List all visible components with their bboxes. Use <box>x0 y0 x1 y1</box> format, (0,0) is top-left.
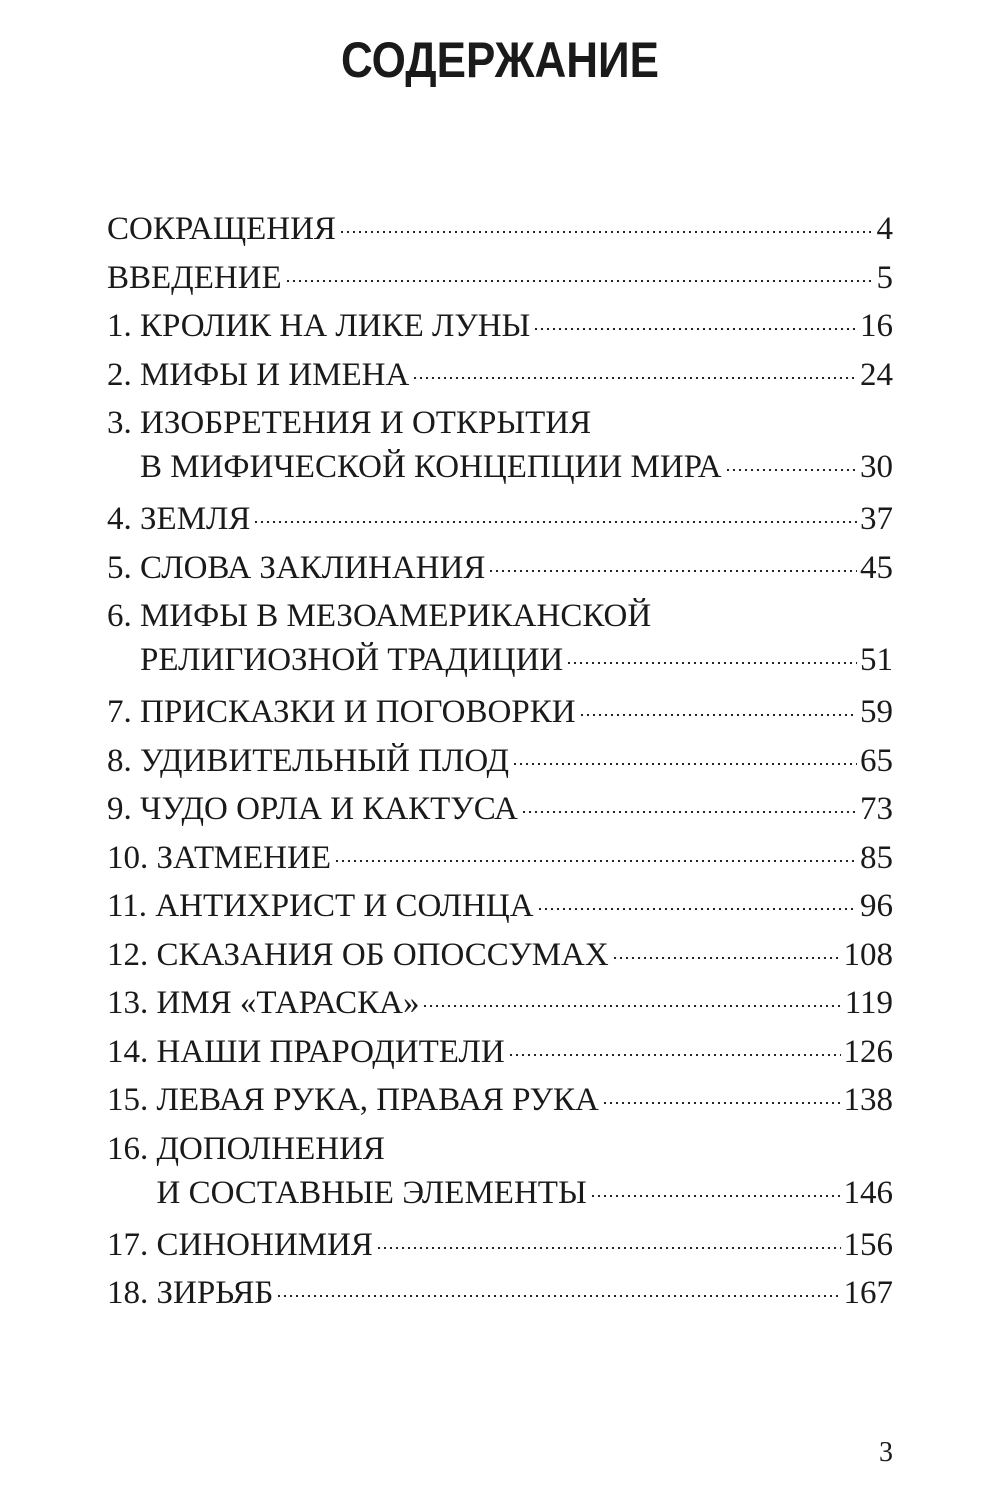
dot-leader <box>512 763 857 765</box>
dot-leader <box>285 280 874 282</box>
page-number: 3 <box>879 1437 893 1468</box>
dot-leader <box>412 377 857 379</box>
toc-entry-leader-line <box>107 445 893 489</box>
toc-entry[interactable] <box>107 1271 893 1315</box>
toc-entry-number: 11. <box>107 888 156 924</box>
toc-entry[interactable] <box>107 497 893 541</box>
toc-entry-title: КРОЛИК НА ЛИКЕ ЛУНЫ <box>140 308 531 344</box>
toc-entry-leader-line <box>107 1078 893 1122</box>
toc-entry[interactable] <box>107 1030 893 1074</box>
toc-entry-page: 138 <box>843 1082 893 1118</box>
toc-entry-title: РЕЛИГИОЗНОЙ ТРАДИЦИИ <box>140 642 564 678</box>
dot-leader <box>334 860 857 862</box>
toc-entry-leader-line <box>107 1223 893 1267</box>
toc-entry-page: 146 <box>843 1174 893 1211</box>
toc-entry[interactable] <box>107 546 893 590</box>
toc-entry[interactable] <box>107 304 893 348</box>
dot-leader <box>590 1195 841 1197</box>
toc-entry-number: 9. <box>107 791 140 827</box>
toc-entry-number: 10. <box>107 839 157 876</box>
toc-entry-title: МИФЫ И ИМЕНА <box>140 356 410 393</box>
page-title: СОДЕРЖАНИЕ <box>340 32 660 88</box>
toc-entry-leader-line <box>107 933 893 977</box>
toc-entry[interactable] <box>107 207 893 251</box>
toc-entry-number: 16. <box>107 1130 157 1167</box>
toc-entry-number: 3. <box>107 405 140 441</box>
toc-entry-page: 51 <box>860 642 893 678</box>
toc-entry-leader <box>140 546 860 590</box>
toc-entry-leader-line <box>107 497 893 541</box>
toc-entry-title: СОКРАЩЕНИЯ <box>107 211 336 247</box>
toc-entry-title: ПРИСКАЗКИ И ПОГОВОРКИ <box>140 694 576 730</box>
toc-entry-leader <box>140 787 860 831</box>
toc-entry-leader <box>157 933 844 977</box>
toc-entry[interactable] <box>107 1223 893 1267</box>
toc-entry-page: 108 <box>843 936 893 973</box>
toc-entry-leader-line <box>107 256 893 300</box>
toc-entry-leader <box>107 256 877 300</box>
toc-entry-number: 1. <box>107 308 140 344</box>
toc-entry-page: 167 <box>843 1275 893 1311</box>
toc-entry-page: 59 <box>860 694 893 730</box>
toc-entry-leader <box>140 304 860 348</box>
toc-entry-leader-line <box>107 1030 893 1074</box>
toc-entry-leader-line <box>107 739 893 783</box>
table-of-contents <box>107 207 893 1320</box>
toc-entry-title: ЧУДО ОРЛА И КАКТУСА <box>140 791 518 827</box>
toc-entry-leader-line <box>107 546 893 590</box>
toc-entry-title: ЗАТМЕНИЕ <box>156 839 332 876</box>
toc-entry-number: 2. <box>107 356 140 393</box>
toc-entry-leader <box>157 981 845 1025</box>
dot-leader <box>488 570 857 572</box>
toc-entry-page: 119 <box>844 985 893 1021</box>
toc-entry[interactable] <box>107 594 893 682</box>
toc-entry[interactable] <box>107 690 893 734</box>
dot-leader <box>537 908 857 910</box>
toc-entry-page: 96 <box>860 888 893 924</box>
toc-entry-leader-line <box>107 638 893 682</box>
toc-entry-number: 4. <box>107 501 140 537</box>
toc-entry-number: 5. <box>107 549 140 586</box>
toc-entry[interactable] <box>107 256 893 300</box>
toc-entry-title: ВВЕДЕНИЕ <box>107 259 282 296</box>
toc-entry-heading-line <box>107 1127 893 1171</box>
toc-entry-number: 8. <box>107 742 140 779</box>
toc-entry-page: 156 <box>843 1226 893 1263</box>
dot-leader <box>566 662 857 664</box>
toc-entry-leader-line <box>107 836 893 880</box>
dot-leader <box>725 469 857 471</box>
toc-entry-title: В МИФИЧЕСКОЙ КОНЦЕПЦИИ МИРА <box>140 449 722 485</box>
toc-entry-leader <box>157 1030 844 1074</box>
toc-entry[interactable] <box>107 933 893 977</box>
toc-entry-leader-line <box>107 207 893 251</box>
toc-entry-number: 17. <box>107 1226 157 1263</box>
toc-entry-title: ЗИРЬЯБ <box>156 1275 274 1311</box>
toc-entry-number: 6. <box>107 598 140 634</box>
dot-leader <box>376 1247 841 1249</box>
toc-entry-leader-line <box>107 353 893 397</box>
dot-leader <box>602 1102 841 1104</box>
toc-entry-leader-line <box>107 884 893 928</box>
toc-entry-page: 37 <box>860 501 893 537</box>
toc-entry-title: ДОПОЛНЕНИЯ <box>156 1130 385 1167</box>
toc-entry-leader <box>107 207 877 251</box>
toc-entry-number: 13. <box>107 985 157 1021</box>
toc-entry-page: 73 <box>860 791 893 827</box>
dot-leader <box>253 521 857 523</box>
toc-entry-number: 7. <box>107 694 140 730</box>
toc-entry-number: 15. <box>107 1082 157 1118</box>
toc-entry-leader <box>140 638 860 682</box>
toc-entry-page: 126 <box>843 1033 893 1070</box>
dot-leader <box>612 957 841 959</box>
dot-leader <box>508 1054 841 1056</box>
toc-entry-title: И СОСТАВНЫЕ ЭЛЕМЕНТЫ <box>156 1174 587 1211</box>
toc-entry-leader <box>140 739 860 783</box>
toc-entry-title: НАШИ ПРАРОДИТЕЛИ <box>156 1033 505 1070</box>
toc-entry-leader <box>140 353 860 397</box>
toc-entry-title: АНТИХРИСТ И СОЛНЦА <box>155 888 534 924</box>
toc-entry-leader <box>140 445 860 489</box>
toc-entry[interactable] <box>107 401 893 489</box>
toc-entry-title: СИНОНИМИЯ <box>156 1226 373 1263</box>
toc-entry-title: ИЗОБРЕТЕНИЯ И ОТКРЫТИЯ <box>140 405 592 441</box>
toc-entry-heading-line <box>107 594 893 638</box>
toc-entry[interactable] <box>107 836 893 880</box>
toc-entry-leader <box>157 1078 844 1122</box>
dot-leader <box>276 1295 840 1297</box>
toc-entry-leader <box>157 1271 844 1315</box>
toc-entry-leader <box>140 690 860 734</box>
toc-entry-title: СЛОВА ЗАКЛИНАНИЯ <box>140 549 486 586</box>
toc-entry[interactable] <box>107 981 893 1025</box>
toc-entry[interactable] <box>107 1078 893 1122</box>
toc-entry-page: 85 <box>860 839 893 876</box>
toc-entry-number: 14. <box>107 1033 157 1070</box>
toc-entry-number: 12. <box>107 936 157 973</box>
toc-entry-title: СКАЗАНИЯ ОБ ОПОССУМАХ <box>156 936 609 973</box>
dot-leader <box>339 231 874 233</box>
toc-entry-page: 4 <box>876 211 893 247</box>
toc-entry[interactable] <box>107 1127 893 1215</box>
toc-entry-page: 45 <box>860 549 893 586</box>
dot-leader <box>533 328 857 330</box>
dot-leader <box>422 1005 841 1007</box>
toc-entry[interactable] <box>107 884 893 928</box>
toc-entry-leader <box>157 1223 844 1267</box>
toc-entry-heading-line <box>107 401 893 445</box>
toc-entry-leader-line <box>107 690 893 734</box>
toc-entry-leader-line <box>107 981 893 1025</box>
toc-entry-title: ИМЯ «ТАРАСКА» <box>156 985 420 1021</box>
toc-entry[interactable] <box>107 739 893 783</box>
toc-entry-leader <box>157 836 861 880</box>
toc-entry-page: 65 <box>860 742 893 779</box>
toc-entry-title: ЗЕМЛЯ <box>140 501 251 537</box>
toc-entry[interactable] <box>107 353 893 397</box>
toc-entry-leader-line <box>107 304 893 348</box>
toc-entry-page: 16 <box>860 308 893 344</box>
toc-entry-leader-line <box>107 1171 893 1215</box>
toc-entry-leader-line <box>107 787 893 831</box>
toc-entry-page: 24 <box>860 356 893 393</box>
dot-leader <box>521 811 857 813</box>
toc-entry-title: УДИВИТЕЛЬНЫЙ ПЛОД <box>140 742 510 779</box>
toc-entry-leader-line <box>107 1271 893 1315</box>
toc-entry-title: ЛЕВАЯ РУКА, ПРАВАЯ РУКА <box>156 1082 599 1118</box>
toc-entry-leader <box>155 884 860 928</box>
toc-entry-leader <box>157 1171 844 1215</box>
toc-entry-number: 18. <box>107 1275 157 1311</box>
toc-entry-title: МИФЫ В МЕЗОАМЕРИКАНСКОЙ <box>140 598 652 634</box>
toc-entry[interactable] <box>107 787 893 831</box>
toc-entry-leader <box>140 497 860 541</box>
toc-entry-page: 30 <box>860 449 893 485</box>
toc-entry-page: 5 <box>876 259 893 296</box>
dot-leader <box>579 714 857 716</box>
